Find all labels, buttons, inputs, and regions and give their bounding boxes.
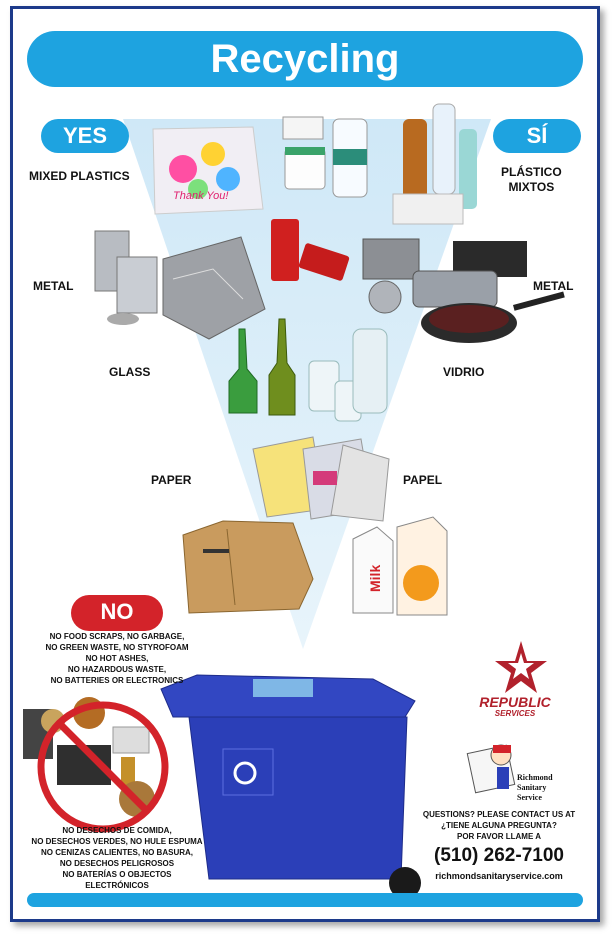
no-items-spanish: NO DESECHOS DE COMIDA, NO DESECHOS VERDES, NO HULE ESPUMA NO CENIZAS CALIENTES, NO BASURA, NO DESECHOS PELIGROSOS NO BATERÍAS O OBJECTOS ELECTRÓNICOS (31, 826, 203, 890)
contact-spanish: ¿TIENE ALGUNA PREGUNTA? POR FAVOR LLAME A (441, 821, 557, 841)
poster-frame (10, 6, 600, 922)
bottom-bar (27, 893, 583, 907)
republic-brand (465, 695, 565, 719)
no-items-english: NO FOOD SCRAPS, NO GARBAGE, NO GREEN WASTE, NO STYROFOAM NO HOT ASHES, NO HAZARDOUS WASTE, NO BATTERIES OR ELECTRONICS (45, 632, 189, 685)
label-paper: PAPER (151, 473, 192, 487)
republic-name: REPUBLIC (479, 694, 551, 710)
label-plastico-mixtos: PLÁSTICO MIXTOS (501, 165, 562, 194)
label-metal-es: METAL (533, 279, 574, 293)
contact-english: QUESTIONS? PLEASE CONTACT US AT (422, 810, 576, 819)
contact-info (409, 809, 589, 842)
yes-badge: YES (41, 119, 129, 153)
phone-number[interactable]: (510) 262-7100 (434, 845, 564, 866)
no-badge: NO (71, 595, 163, 631)
cardboard-boxes-image (183, 521, 313, 613)
metal-cans-image (95, 231, 157, 325)
richmond-mascot-icon (467, 745, 514, 793)
milk-label: Milk (367, 564, 383, 592)
republic-logo-icon (495, 641, 547, 693)
richmond-brand: Richmond Sanitary Service (517, 773, 553, 802)
republic-sub: SERVICES (494, 709, 536, 718)
no-items-image (23, 697, 165, 829)
bag-text: Thank You! (173, 190, 229, 202)
label-glass: GLASS (109, 365, 151, 379)
label-vidrio: VIDRIO (443, 365, 485, 379)
juice-carton-image (397, 517, 447, 615)
page-title: Recycling (27, 31, 583, 87)
si-badge: SÍ (493, 119, 581, 153)
label-metal-en: METAL (33, 279, 74, 293)
label-papel: PAPEL (403, 473, 443, 487)
plastic-bag-image (153, 127, 263, 214)
milk-carton-image (353, 527, 393, 613)
website-link[interactable]: richmondsanitaryservice.com (435, 871, 563, 881)
label-mixed-plastics: MIXED PLASTICS (29, 169, 130, 183)
